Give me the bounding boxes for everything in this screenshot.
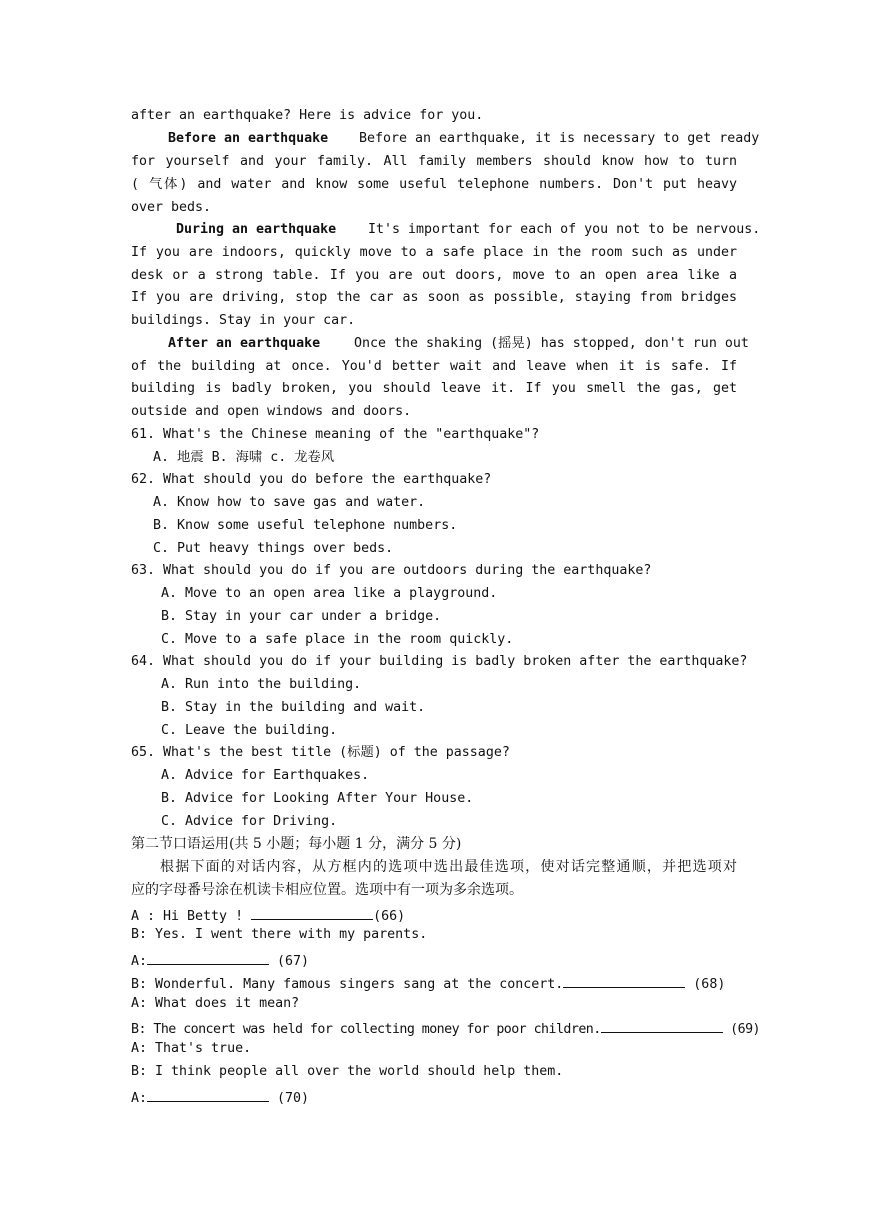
during-line: desk or a strong table. If you are out doors, move to an open area like a bbox=[131, 268, 737, 283]
question-62-option-c: C. Put heavy things over beds. bbox=[153, 541, 394, 556]
dialogue-text: B: Wonderful. Many famous singers sang at the concert. bbox=[131, 977, 564, 992]
dialogue-line-66 bbox=[131, 905, 737, 924]
answer-blank-67[interactable] bbox=[147, 950, 269, 965]
section2-instructions-line: 应的字母番号涂在机读卡相应位置。选项中有一项为多余选项。 bbox=[131, 882, 523, 898]
question-64-option-c: C. Leave the building. bbox=[161, 723, 338, 738]
question-62-option-a: A. Know how to save gas and water. bbox=[153, 495, 426, 510]
dialogue-line: B: I think people all over the world should help them. bbox=[131, 1064, 564, 1079]
answer-blank-69[interactable] bbox=[601, 1018, 723, 1033]
during-line: If you are indoors, quickly move to a safe place in the room such as under bbox=[131, 245, 737, 260]
dialogue-line: B: Yes. I went there with my parents. bbox=[131, 927, 428, 942]
after-heading: After an earthquake bbox=[168, 336, 321, 351]
blank-number: (68) bbox=[685, 977, 726, 992]
question-65-option-b: B. Advice for Looking After Your House. bbox=[161, 791, 474, 806]
question-65-option-a: A. Advice for Earthquakes. bbox=[161, 768, 370, 783]
before-paragraph-first-line bbox=[168, 131, 760, 147]
dialogue-text: A: bbox=[131, 954, 148, 969]
question-65: 65. What's the best title (标题) of the passage? bbox=[131, 745, 510, 760]
answer-blank-70[interactable] bbox=[147, 1087, 269, 1102]
during-line: If you are driving, stop the car as soon as possible, staying from bridges bbox=[131, 290, 737, 305]
before-line: over beds. bbox=[131, 200, 212, 215]
dialogue-line-70 bbox=[131, 1087, 737, 1106]
after-line: of the building at once. You'd better wait and leave when it is safe. If bbox=[131, 359, 737, 374]
dialogue-line-68 bbox=[131, 973, 737, 992]
question-63: 63. What should you do if you are outdoors during the earthquake? bbox=[131, 563, 652, 578]
section2-title: 第二节口语运用(共 5 小题；每小题 1 分，满分 5 分) bbox=[131, 836, 462, 852]
blank-number: (70) bbox=[269, 1091, 310, 1106]
during-heading: During an earthquake bbox=[176, 222, 337, 237]
before-heading: Before an earthquake bbox=[168, 131, 329, 146]
question-62-option-b: B. Know some useful telephone numbers. bbox=[153, 518, 458, 533]
question-63-option-c: C. Move to a safe place in the room quickly. bbox=[161, 632, 514, 647]
before-line: ( 气体) and water and know some useful telephone numbers. Don't put heavy bbox=[131, 177, 737, 192]
question-62: 62. What should you do before the earthquake? bbox=[131, 472, 492, 487]
after-line: building is badly broken, you should leave it. If you smell the gas, get bbox=[131, 381, 737, 396]
after-line: outside and open windows and doors. bbox=[131, 404, 412, 419]
dialogue-line-67 bbox=[131, 950, 737, 969]
dialogue-text: A: bbox=[131, 1091, 148, 1106]
passage-intro: after an earthquake? Here is advice for you. bbox=[131, 108, 484, 123]
question-64: 64. What should you do if your building is badly broken after the earthquake? bbox=[131, 654, 748, 669]
dialogue-line: A: That's true. bbox=[131, 1041, 252, 1056]
during-line: It's important for each of you not to be nervous. bbox=[368, 222, 761, 237]
blank-number: (66) bbox=[373, 909, 406, 924]
after-paragraph-first-line bbox=[168, 336, 749, 352]
question-64-option-b: B. Stay in the building and wait. bbox=[161, 700, 426, 715]
dialogue-text: A : Hi Betty ! bbox=[131, 909, 252, 924]
answer-blank-66[interactable] bbox=[251, 905, 373, 920]
during-line: buildings. Stay in your car. bbox=[131, 313, 356, 328]
question-61-options: A. 地震 B. 海啸 c. 龙卷风 bbox=[153, 450, 335, 465]
question-63-option-b: B. Stay in your car under a bridge. bbox=[161, 609, 442, 624]
blank-number: (67) bbox=[269, 954, 310, 969]
question-61: 61. What's the Chinese meaning of the "earthquake"? bbox=[131, 427, 540, 442]
during-paragraph-first-line bbox=[176, 222, 761, 238]
question-64-option-a: A. Run into the building. bbox=[161, 677, 362, 692]
before-line: Before an earthquake, it is necessary to get ready bbox=[359, 131, 760, 146]
dialogue-text: B: The concert was held for collecting money for poor children. bbox=[131, 1022, 601, 1037]
blank-number: (69) bbox=[722, 1022, 760, 1037]
question-65-option-c: C. Advice for Driving. bbox=[161, 814, 338, 829]
dialogue-line: A: What does it mean? bbox=[131, 996, 300, 1011]
dialogue-line-69 bbox=[131, 1018, 760, 1037]
section2-instructions-line: 根据下面的对话内容，从方框内的选项中选出最佳选项，使对话完整通顺，并把选项对 bbox=[160, 859, 737, 875]
question-63-option-a: A. Move to an open area like a playground. bbox=[161, 586, 498, 601]
answer-blank-68[interactable] bbox=[563, 973, 685, 988]
after-line: Once the shaking (摇晃) has stopped, don't run out bbox=[354, 336, 749, 351]
before-line: for yourself and your family. All family members should know how to turn bbox=[131, 154, 737, 169]
